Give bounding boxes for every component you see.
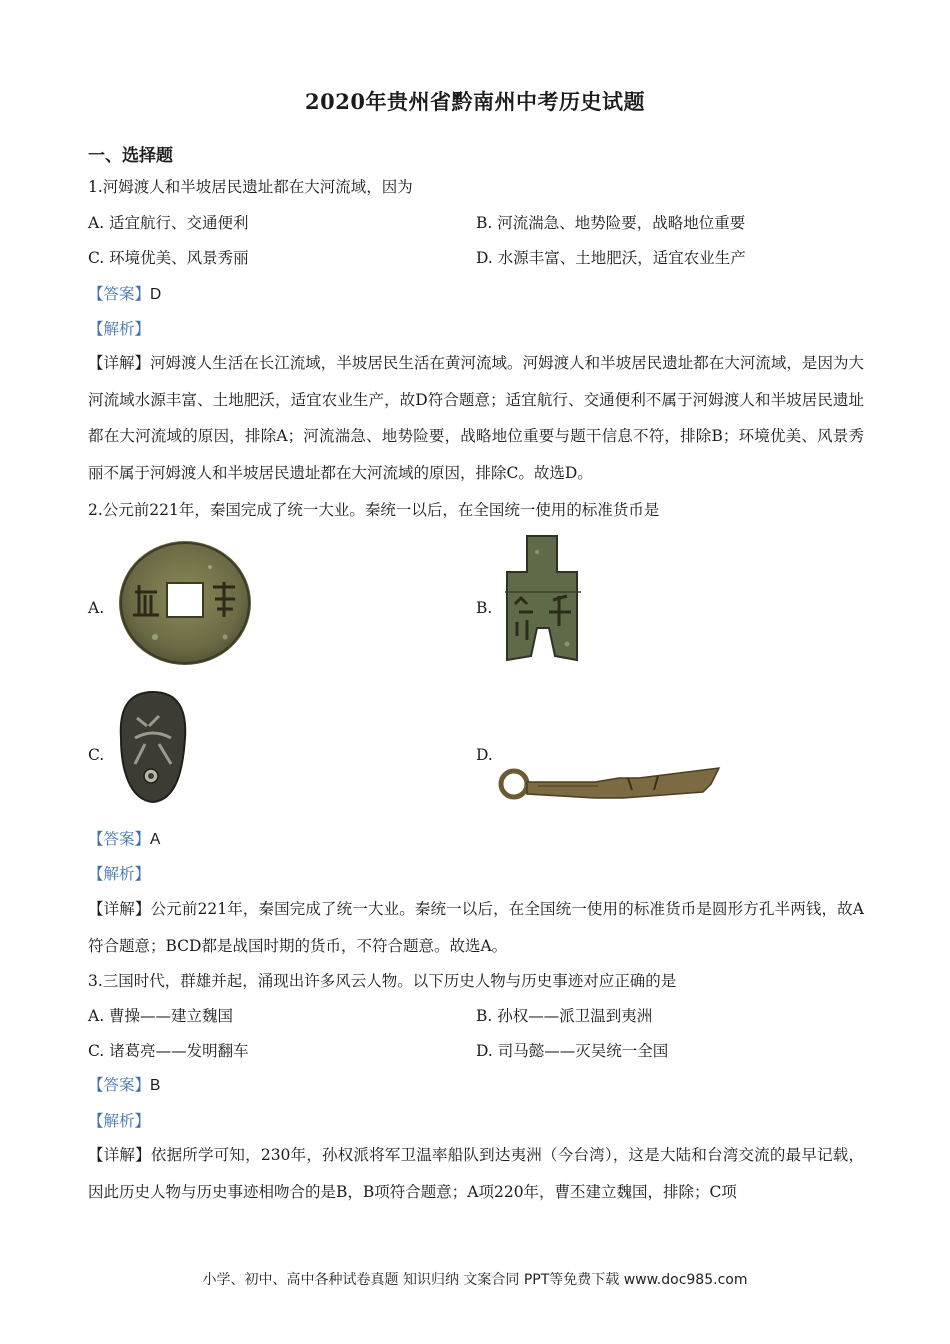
q2-stem: 2.公元前221年，秦国完成了统一大业。秦统一以后，在全国统一使用的标准货币是 bbox=[88, 501, 660, 519]
section-heading: 一、选择题 bbox=[88, 146, 173, 166]
ban-liang-coin-image bbox=[115, 537, 255, 667]
ant-nose-coin-image bbox=[115, 688, 191, 806]
knife-coin-image bbox=[498, 764, 724, 806]
answer-tag: 【答案】 bbox=[88, 285, 151, 303]
page-footer: 小学、初中、高中各种试卷真题 知识归纳 文案合同 PPT等免费下载 www.doc985.com bbox=[202, 1272, 748, 1288]
answer-value: D bbox=[150, 286, 162, 303]
q1-option-a: A. 适宜航行、交通便利 bbox=[88, 214, 249, 232]
q3-analysis-tag: 【解析】 bbox=[88, 1112, 151, 1130]
spade-coin-image bbox=[497, 532, 589, 666]
answer-tag: 【答案】 bbox=[88, 1076, 151, 1094]
q1-detail bbox=[88, 345, 864, 491]
detail-text: 河姆渡人生活在长江流域，半坡居民生活在黄河流域。河姆渡人和半坡居民遗址都在大河流域，是因为大河流域水源丰富、土地肥沃，适宜农业生产，故D符合题意；适宜航行、交通便利不属于河姆渡人和半坡居民遗址都在大河流域的原因，排除A；河流湍急、地势险要，战略地位重要与题干信息不符，排除B；环境优美、风景秀丽不属于河姆渡人和半坡居民遗址都在大河流域的原因，排除C。故选D。 bbox=[88, 354, 864, 482]
detail-text: 依据所学可知，230年，孙权派将军卫温率船队到达夷洲（今台湾），这是大陆和台湾交流的最早记载，因此历史人物与历史事迹相吻合的是B，B项符合题意；A项220年，曹丕建立魏国，排除；C项 bbox=[88, 1146, 864, 1201]
q2-answer bbox=[88, 829, 160, 850]
q3-option-c: C. 诸葛亮——发明翻车 bbox=[88, 1042, 249, 1060]
q3-answer bbox=[88, 1075, 160, 1096]
q2-option-b-label: B. bbox=[476, 599, 493, 617]
answer-tag: 【答案】 bbox=[88, 830, 151, 848]
q2-detail bbox=[88, 891, 864, 964]
q1-answer bbox=[88, 284, 161, 305]
page-title: 2020年贵州省黔南州中考历史试题 bbox=[305, 89, 645, 114]
q2-option-a-label: A. bbox=[88, 599, 105, 617]
answer-value: A bbox=[150, 831, 161, 848]
detail-tag: 【详解】 bbox=[88, 1146, 151, 1164]
q2-analysis-tag: 【解析】 bbox=[88, 865, 151, 883]
q1-analysis-tag: 【解析】 bbox=[88, 320, 151, 338]
q3-option-a: A. 曹操——建立魏国 bbox=[88, 1007, 234, 1025]
q1-option-c: C. 环境优美、风景秀丽 bbox=[88, 249, 249, 267]
q1-option-d: D. 水源丰富、土地肥沃，适宜农业生产 bbox=[476, 249, 746, 267]
q2-option-c-label: C. bbox=[88, 746, 105, 764]
detail-tag: 【详解】 bbox=[88, 900, 151, 918]
detail-tag: 【详解】 bbox=[88, 354, 151, 372]
q3-detail bbox=[88, 1137, 864, 1210]
q3-stem: 3.三国时代，群雄并起，涌现出许多风云人物。以下历史人物与历史事迹对应正确的是 bbox=[88, 972, 677, 990]
q2-option-d-label: D. bbox=[476, 746, 493, 764]
q1-option-b: B. 河流湍急、地势险要，战略地位重要 bbox=[476, 214, 746, 232]
q3-option-b: B. 孙权——派卫温到夷洲 bbox=[476, 1007, 653, 1025]
detail-text: 公元前221年，秦国完成了统一大业。秦统一以后，在全国统一使用的标准货币是圆形方孔半两钱，故A符合题意；BCD都是战国时期的货币，不符合题意。故选A。 bbox=[88, 900, 864, 955]
answer-value: B bbox=[150, 1077, 161, 1094]
q3-option-d: D. 司马懿——灭吴统一全国 bbox=[476, 1042, 669, 1060]
q1-stem: 1.河姆渡人和半坡居民遗址都在大河流域，因为 bbox=[88, 178, 413, 196]
